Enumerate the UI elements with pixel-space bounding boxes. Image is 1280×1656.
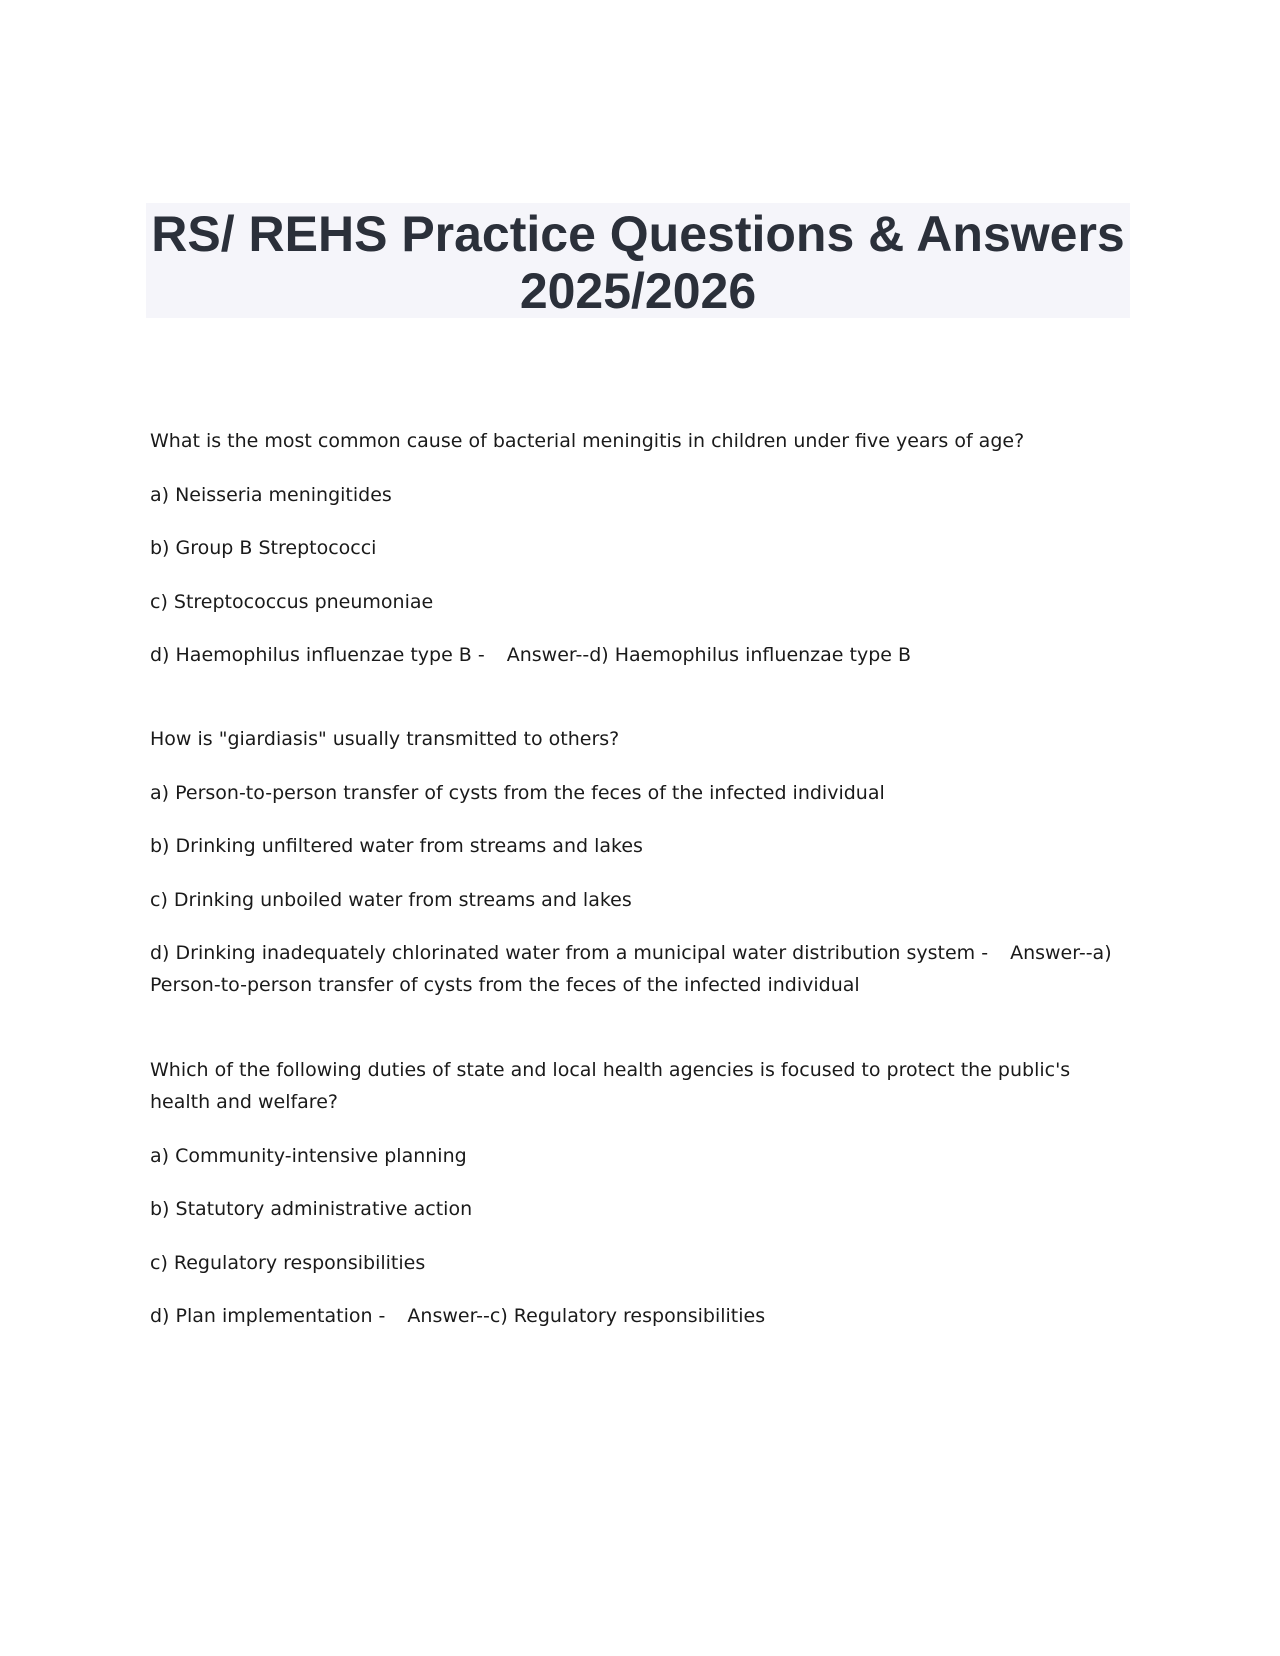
option-d-with-answer [150,1300,1130,1332]
option-b: b) Drinking unfiltered water from streams and lakes [150,835,643,857]
title-line-1: RS/ REHS Practice Questions & Answers [151,206,1125,262]
answer-text: Answer--c) Regulatory responsibilities [407,1305,766,1327]
question-text: Which of the following duties of state and local health agencies is focused to protect the public's health and welfare? [150,1059,1071,1113]
option-c: c) Drinking unboiled water from streams and lakes [150,888,632,911]
answer-text: Answer--d) Haemophilus influenzae type B [506,644,912,666]
option-d: d) Plan implementation - [150,1305,386,1327]
questions-list [150,425,1130,1384]
answer-text: Answer--a) Person-to-person transfer of cysts from the feces of the infected individual [150,942,1112,996]
question-text: How is "giardiasis" usually transmitted to others? [150,728,620,750]
question-block-1 [150,425,1130,671]
document-title [146,203,1130,318]
option-d-with-answer [150,639,1130,671]
question-block-3 [150,1054,1130,1332]
option-d: d) Drinking inadequately chlorinated water from a municipal water distribution system - [150,942,989,964]
option-b: b) Group B Streptococci [150,537,377,559]
option-d-with-answer [150,937,1130,1001]
option-a: a) Community-intensive planning [150,1144,467,1167]
option-a: a) Neisseria meningitides [150,483,392,506]
question-text: What is the most common cause of bacterial meningitis in children under five years of age? [150,430,1025,452]
question-block-2 [150,723,1130,1001]
title-line-2: 2025/2026 [519,263,757,319]
option-c: c) Streptococcus pneumoniae [150,590,434,613]
option-b: b) Statutory administrative action [150,1198,473,1220]
option-c: c) Regulatory responsibilities [150,1251,426,1274]
option-a: a) Person-to-person transfer of cysts from the feces of the infected individual [150,781,885,804]
option-d: d) Haemophilus influenzae type B - [150,644,485,666]
